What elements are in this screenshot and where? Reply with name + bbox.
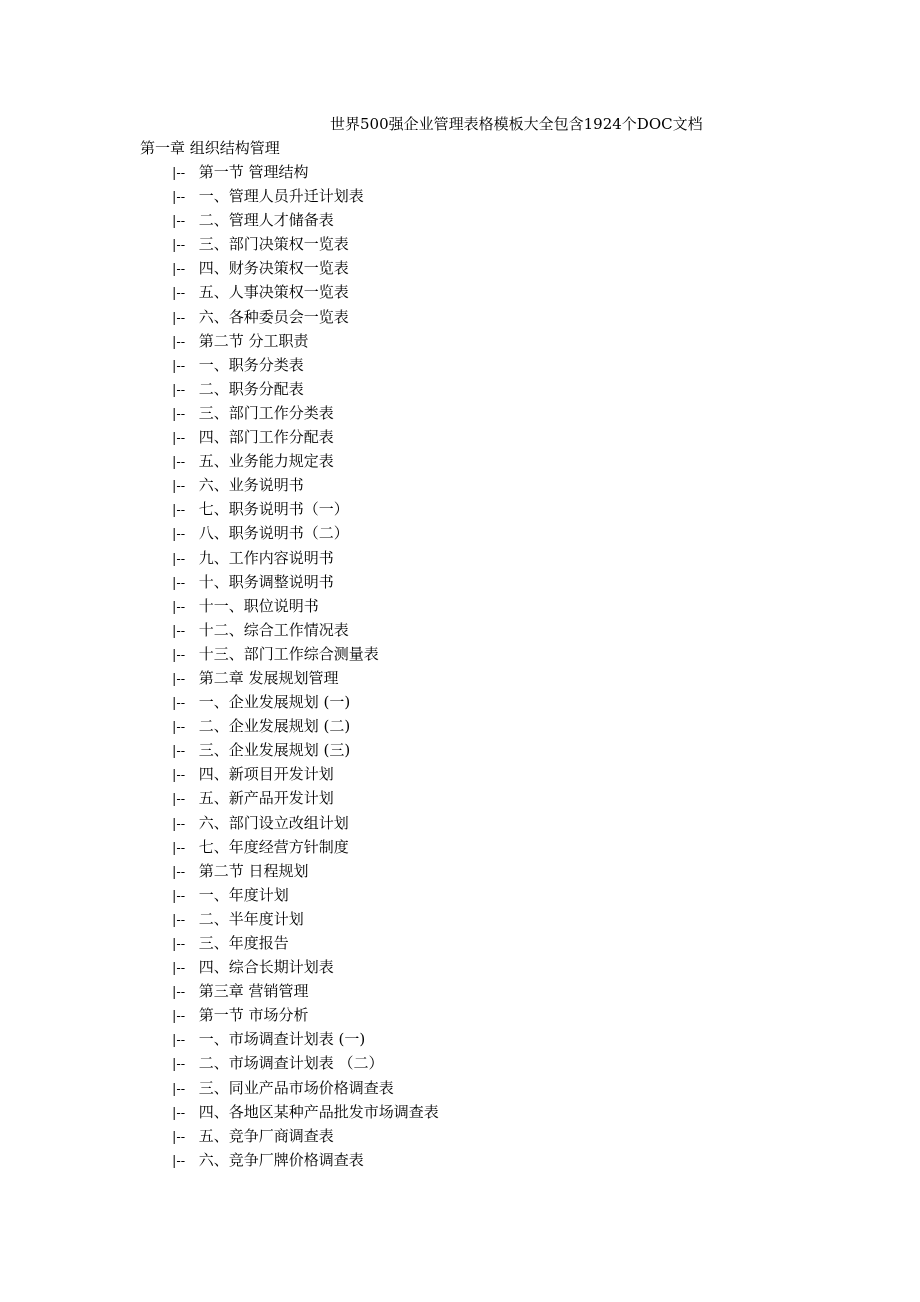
toc-item [172, 498, 439, 522]
chapter-heading: 第一章 组织结构管理 [140, 139, 280, 157]
tree-branch-marker: |-- [172, 455, 186, 471]
toc-item [172, 161, 439, 185]
tree-branch-marker: |-- [172, 768, 186, 784]
toc-item [172, 667, 439, 691]
toc-item [172, 1028, 439, 1052]
toc-item [172, 450, 439, 474]
toc-item [172, 715, 439, 739]
tree-branch-marker: |-- [172, 503, 186, 519]
toc-item [172, 812, 439, 836]
toc-item-label: 一、职务分类表 [198, 355, 304, 374]
toc-item-label: 四、各地区某种产品批发市场调查表 [198, 1102, 439, 1121]
toc-item [172, 233, 439, 257]
toc-item [172, 884, 439, 908]
toc-item [172, 1125, 439, 1149]
toc-item [172, 1101, 439, 1125]
tree-branch-marker: |-- [172, 1057, 186, 1073]
toc-item [172, 281, 439, 305]
toc-item [172, 595, 439, 619]
toc-item [172, 571, 439, 595]
toc-item [172, 739, 439, 763]
tree-branch-marker: |-- [172, 1081, 186, 1097]
tree-branch-marker: |-- [172, 238, 186, 254]
toc-item-label: 十、职务调整说明书 [198, 572, 334, 591]
toc-item [172, 619, 439, 643]
toc-item [172, 956, 439, 980]
toc-item-label: 六、各种委员会一览表 [198, 307, 349, 326]
toc-item-label: 六、竞争厂牌价格调查表 [198, 1150, 364, 1169]
toc-item-label: 二、管理人才储备表 [198, 211, 334, 230]
toc-item [172, 330, 439, 354]
tree-branch-marker: |-- [172, 599, 186, 615]
toc-item [172, 860, 439, 884]
toc-item [172, 1077, 439, 1101]
tree-branch-marker: |-- [172, 840, 186, 856]
tree-branch-marker: |-- [172, 816, 186, 832]
toc-item-label: 第三章 营销管理 [198, 982, 309, 1001]
toc-item-label: 十三、部门工作综合测量表 [198, 644, 379, 663]
tree-branch-marker: |-- [172, 527, 186, 543]
toc-item [172, 185, 439, 209]
toc-item-label: 第一节 管理结构 [198, 163, 309, 181]
toc-item-label: 五、业务能力规定表 [198, 452, 334, 471]
toc-item-label: 第二节 分工职责 [198, 331, 309, 350]
tree-branch-marker: |-- [172, 262, 186, 278]
toc-item-label: 二、半年度计划 [198, 909, 304, 928]
toc-item-label: 一、企业发展规划 (一) [198, 693, 351, 712]
toc-item [172, 378, 439, 402]
tree-branch-marker: |-- [172, 912, 186, 928]
toc-item-label: 十二、综合工作情况表 [198, 620, 349, 639]
toc-item [172, 354, 439, 378]
toc-item [172, 836, 439, 860]
toc-item-label: 九、工作内容说明书 [198, 548, 334, 567]
toc-item-label: 五、新产品开发计划 [198, 789, 334, 808]
toc-item [172, 1052, 439, 1076]
toc-item [172, 787, 439, 811]
toc-item [172, 474, 439, 498]
toc-item-label: 二、市场调查计划表 （二） [198, 1054, 384, 1073]
tree-branch-marker: |-- [172, 286, 186, 302]
tree-branch-marker: |-- [172, 961, 186, 977]
toc-item-label: 第二章 发展规划管理 [198, 668, 339, 687]
toc-item [172, 932, 439, 956]
tree-branch-marker: |-- [172, 310, 186, 326]
document-title: 世界500强企业管理表格模板大全包含1924个DOC文档 [330, 115, 703, 133]
toc-item-label: 三、年度报告 [198, 934, 289, 952]
tree-branch-marker: |-- [172, 864, 186, 880]
tree-branch-marker: |-- [172, 358, 186, 374]
toc-item-label: 四、部门工作分配表 [198, 428, 334, 447]
toc-list [172, 161, 439, 1173]
toc-item-label: 三、同业产品市场价格调查表 [198, 1078, 394, 1097]
tree-branch-marker: |-- [172, 888, 186, 904]
toc-item-label: 一、管理人员升迁计划表 [198, 187, 364, 206]
toc-item [172, 402, 439, 426]
toc-item [172, 426, 439, 450]
toc-item-label: 二、职务分配表 [198, 379, 304, 398]
toc-item-label: 十一、职位说明书 [198, 596, 319, 615]
toc-item [172, 547, 439, 571]
tree-branch-marker: |-- [172, 166, 186, 181]
toc-item [172, 908, 439, 932]
tree-branch-marker: |-- [172, 1009, 186, 1025]
toc-item [172, 1149, 439, 1173]
toc-item-label: 六、业务说明书 [198, 476, 304, 495]
tree-branch-marker: |-- [172, 985, 186, 1001]
toc-item-label: 一、市场调查计划表 (一) [198, 1030, 366, 1049]
toc-item-label: 三、部门工作分类表 [198, 403, 334, 422]
tree-branch-marker: |-- [172, 1153, 186, 1169]
toc-item [172, 1004, 439, 1028]
tree-branch-marker: |-- [172, 623, 186, 639]
toc-item-label: 七、职务说明书（一） [198, 500, 349, 519]
tree-branch-marker: |-- [172, 1033, 186, 1049]
toc-item [172, 306, 439, 330]
toc-item [172, 257, 439, 281]
toc-item [172, 980, 439, 1004]
toc-item-label: 六、部门设立改组计划 [198, 813, 349, 832]
tree-branch-marker: |-- [172, 551, 186, 567]
toc-item-label: 三、部门决策权一览表 [198, 235, 349, 254]
toc-item [172, 522, 439, 546]
tree-branch-marker: |-- [172, 334, 186, 350]
tree-branch-marker: |-- [172, 792, 186, 808]
toc-item-label: 八、职务说明书（二） [198, 524, 349, 543]
toc-item-label: 二、企业发展规划 (二) [198, 717, 351, 736]
tree-branch-marker: |-- [172, 696, 186, 712]
toc-item-label: 第一节 市场分析 [198, 1006, 309, 1025]
tree-branch-marker: |-- [172, 382, 186, 398]
tree-branch-marker: |-- [172, 190, 186, 206]
toc-item-label: 四、新项目开发计划 [198, 765, 334, 784]
toc-item [172, 643, 439, 667]
toc-item-label: 四、财务决策权一览表 [198, 259, 349, 278]
toc-item-label: 五、人事决策权一览表 [198, 283, 349, 302]
toc-item-label: 第二节 日程规划 [198, 861, 309, 880]
tree-branch-marker: |-- [172, 1129, 186, 1145]
tree-branch-marker: |-- [172, 214, 186, 230]
tree-branch-marker: |-- [172, 671, 186, 687]
tree-branch-marker: |-- [172, 406, 186, 422]
tree-branch-marker: |-- [172, 479, 186, 495]
tree-branch-marker: |-- [172, 1105, 186, 1121]
toc-item-label: 一、年度计划 [198, 885, 289, 904]
tree-branch-marker: |-- [172, 744, 186, 760]
tree-branch-marker: |-- [172, 431, 186, 447]
toc-item-label: 七、年度经营方针制度 [198, 837, 349, 856]
toc-item [172, 763, 439, 787]
tree-branch-marker: |-- [172, 647, 186, 663]
tree-branch-marker: |-- [172, 575, 186, 591]
toc-item-label: 五、竞争厂商调查表 [198, 1126, 334, 1145]
toc-item [172, 209, 439, 233]
toc-item [172, 691, 439, 715]
toc-item-label: 三、企业发展规划 (三) [198, 741, 351, 760]
toc-item-label: 四、综合长期计划表 [198, 958, 334, 977]
tree-branch-marker: |-- [172, 937, 186, 952]
tree-branch-marker: |-- [172, 720, 186, 736]
